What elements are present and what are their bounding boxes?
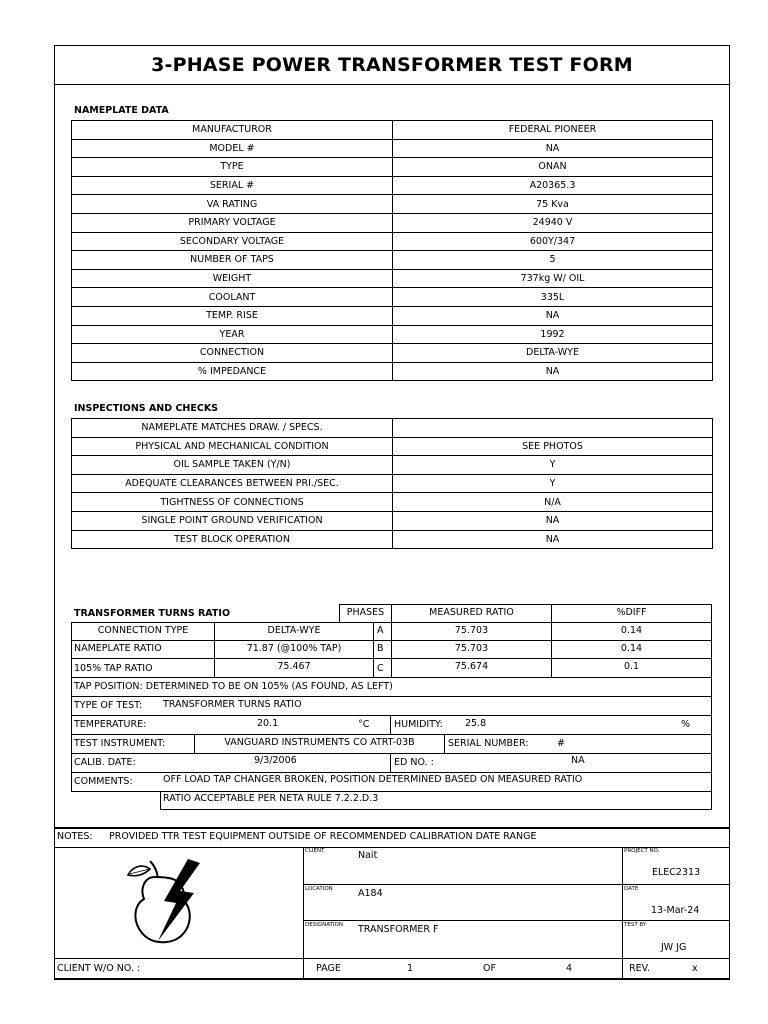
nameplate-label: NUMBER OF TAPS (72, 251, 393, 270)
ttr-nameplate-ratio-value: 71.87 (@100% TAP) (246, 643, 342, 654)
ttr-serial-number-label: SERIAL NUMBER: (448, 738, 529, 749)
inspection-row (72, 493, 713, 512)
nameplate-value: FEDERAL PIONEER (393, 121, 713, 140)
inspection-label: SINGLE POINT GROUND VERIFICATION (72, 511, 393, 530)
project-no-label: PROJECT NO. (624, 848, 660, 854)
inspection-label: OIL SAMPLE TAKEN (Y/N) (72, 456, 393, 475)
ttr-calib-date-label: CALIB. DATE: (74, 757, 136, 768)
notes-text: PROVIDED TTR TEST EQUIPMENT OUTSIDE OF RECOMMENDED CALIBRATION DATE RANGE (109, 831, 537, 842)
inspection-value: NA (393, 530, 713, 549)
ttr-connection-type-value: DELTA-WYE (267, 625, 321, 636)
rev-label: REV. (629, 963, 650, 974)
nameplate-label: MODEL # (72, 139, 393, 158)
ttr-tap105-value: 75.467 (277, 661, 311, 672)
page-label: PAGE (316, 963, 341, 974)
ttr-comments-label: COMMENTS: (74, 776, 133, 787)
ttr-connection-type-label: CONNECTION TYPE (97, 625, 189, 636)
nameplate-value: NA (393, 139, 713, 158)
nameplate-row (72, 269, 713, 288)
of-value: 4 (566, 963, 573, 974)
inspection-label: TIGHTNESS OF CONNECTIONS (72, 493, 393, 512)
nameplate-label: YEAR (72, 325, 393, 344)
ttr-comments-line1: OFF LOAD TAP CHANGER BROKEN, POSITION DETERMINED BASED ON MEASURED RATIO (163, 774, 583, 785)
inspection-row (72, 474, 713, 493)
inspection-row (72, 437, 713, 456)
ttr-diff-b: 0.14 (620, 643, 643, 654)
nameplate-value: 335L (393, 288, 713, 307)
nameplate-heading: NAMEPLATE DATA (74, 105, 169, 116)
ttr-measured-header: MEASURED RATIO (429, 607, 514, 618)
nameplate-row (72, 325, 713, 344)
ttr-test-instrument-value: VANGUARD INSTRUMENTS CO ATRT-03B (224, 737, 415, 748)
ttr-serial-number-value: # (557, 738, 565, 749)
ttr-humidity-label: HUMIDITY: (394, 719, 443, 730)
pear-lightning-icon (120, 855, 210, 947)
nameplate-label: MANUFACTUROR (72, 121, 393, 140)
test-by-value: JW JG (661, 942, 687, 953)
nameplate-label: COOLANT (72, 288, 393, 307)
ttr-humidity-unit: % (681, 719, 691, 730)
nameplate-value: 1992 (393, 325, 713, 344)
client-wo-label: CLIENT W/O NO. : (57, 963, 141, 974)
ttr-phases-header: PHASES (346, 607, 385, 618)
date-value: 13-Mar-24 (651, 905, 700, 916)
project-no-value: ELEC2313 (652, 867, 701, 878)
nameplate-row (72, 195, 713, 214)
ttr-measured-c: 75.674 (454, 661, 489, 672)
nameplate-row (72, 213, 713, 232)
nameplate-row (72, 176, 713, 195)
notes-label: NOTES: (57, 831, 93, 842)
ttr-diff-c: 0.1 (623, 661, 640, 672)
ttr-phase-b: B (377, 643, 384, 654)
location-value: A184 (358, 888, 383, 899)
inspections-heading: INSPECTIONS AND CHECKS (74, 403, 219, 414)
company-logo (120, 855, 210, 947)
nameplate-row (72, 158, 713, 177)
ttr-diff-header: %DIFF (616, 607, 647, 618)
nameplate-value: NA (393, 362, 713, 381)
ttr-ed-no-label: ED NO. : (394, 757, 434, 768)
inspection-value: Y (393, 456, 713, 475)
nameplate-value: A20365.3 (393, 176, 713, 195)
inspection-row (72, 456, 713, 475)
ttr-humidity-value: 25.8 (465, 718, 487, 729)
inspections-table (71, 418, 713, 549)
client-label: CLIENT (305, 848, 325, 854)
nameplate-label: SECONDARY VOLTAGE (72, 232, 393, 251)
nameplate-label: TEMP. RISE (72, 306, 393, 325)
inspection-row (72, 511, 713, 530)
nameplate-value: ONAN (393, 158, 713, 177)
ttr-calib-date-value: 9/3/2006 (254, 755, 297, 766)
ttr-phase-a: A (377, 625, 384, 636)
location-label: LOCATION (305, 886, 333, 892)
inspection-label: PHYSICAL AND MECHANICAL CONDITION (72, 437, 393, 456)
nameplate-value: 5 (393, 251, 713, 270)
date-label: DATE (624, 886, 639, 892)
ttr-measured-b: 75.703 (454, 643, 489, 654)
test-by-label: TEST BY (624, 922, 647, 928)
ttr-nameplate-ratio-label: NAMEPLATE RATIO (74, 643, 162, 654)
ttr-comments-line2: RATIO ACCEPTABLE PER NETA RULE 7.2.2.D.3 (163, 793, 379, 804)
nameplate-value: 737kg W/ OIL (393, 269, 713, 288)
inspection-label: NAMEPLATE MATCHES DRAW. / SPECS. (72, 419, 393, 438)
nameplate-label: CONNECTION (72, 344, 393, 363)
ttr-ed-no-value: NA (571, 755, 585, 766)
nameplate-row (72, 121, 713, 140)
designation-label: DESIGNATION (305, 922, 343, 928)
nameplate-label: SERIAL # (72, 176, 393, 195)
nameplate-label: VA RATING (72, 195, 393, 214)
nameplate-value: 24940 V (393, 213, 713, 232)
of-label: OF (483, 963, 496, 974)
nameplate-row (72, 344, 713, 363)
ttr-phase-c: C (377, 663, 384, 674)
designation-value: TRANSFORMER F (358, 924, 439, 935)
nameplate-row (72, 139, 713, 158)
ttr-tap-position: TAP POSITION: DETERMINED TO BE ON 105% (AS FOUND, AS LEFT) (74, 681, 393, 692)
nameplate-value: 600Y/347 (393, 232, 713, 251)
nameplate-row (72, 362, 713, 381)
ttr-type-of-test-label: TYPE OF TEST: (74, 700, 143, 711)
ttr-diff-a: 0.14 (620, 625, 643, 636)
inspection-label: TEST BLOCK OPERATION (72, 530, 393, 549)
nameplate-value: NA (393, 306, 713, 325)
ttr-test-instrument-label: TEST INSTRUMENT: (74, 738, 166, 749)
nameplate-label: TYPE (72, 158, 393, 177)
nameplate-row (72, 306, 713, 325)
nameplate-value: 75 Kva (393, 195, 713, 214)
ttr-temperature-label: TEMPERATURE: (74, 719, 147, 730)
ttr-temperature-unit: °C (358, 719, 370, 730)
nameplate-table (71, 120, 713, 381)
inspection-value: NA (393, 511, 713, 530)
nameplate-label: WEIGHT (72, 269, 393, 288)
ttr-type-of-test-value: TRANSFORMER TURNS RATIO (163, 699, 302, 710)
inspection-value: Y (393, 474, 713, 493)
ttr-temperature-value: 20.1 (257, 718, 279, 729)
inspection-value: N/A (393, 493, 713, 512)
client-value: Nait (358, 850, 378, 861)
inspection-row (72, 419, 713, 438)
inspection-value (393, 419, 713, 438)
inspection-label: ADEQUATE CLEARANCES BETWEEN PRI./SEC. (72, 474, 393, 493)
ttr-measured-a: 75.703 (454, 625, 489, 636)
form-title: 3-PHASE POWER TRANSFORMER TEST FORM (54, 45, 730, 85)
inspection-row (72, 530, 713, 549)
nameplate-row (72, 288, 713, 307)
ttr-tap105-label: 105% TAP RATIO (74, 663, 153, 674)
nameplate-label: % IMPEDANCE (72, 362, 393, 381)
nameplate-label: PRIMARY VOLTAGE (72, 213, 393, 232)
ttr-heading: TRANSFORMER TURNS RATIO (74, 608, 231, 619)
nameplate-value: DELTA-WYE (393, 344, 713, 363)
rev-value: x (692, 963, 698, 974)
nameplate-row (72, 232, 713, 251)
nameplate-row (72, 251, 713, 270)
page-value: 1 (407, 963, 414, 974)
inspection-value: SEE PHOTOS (393, 437, 713, 456)
